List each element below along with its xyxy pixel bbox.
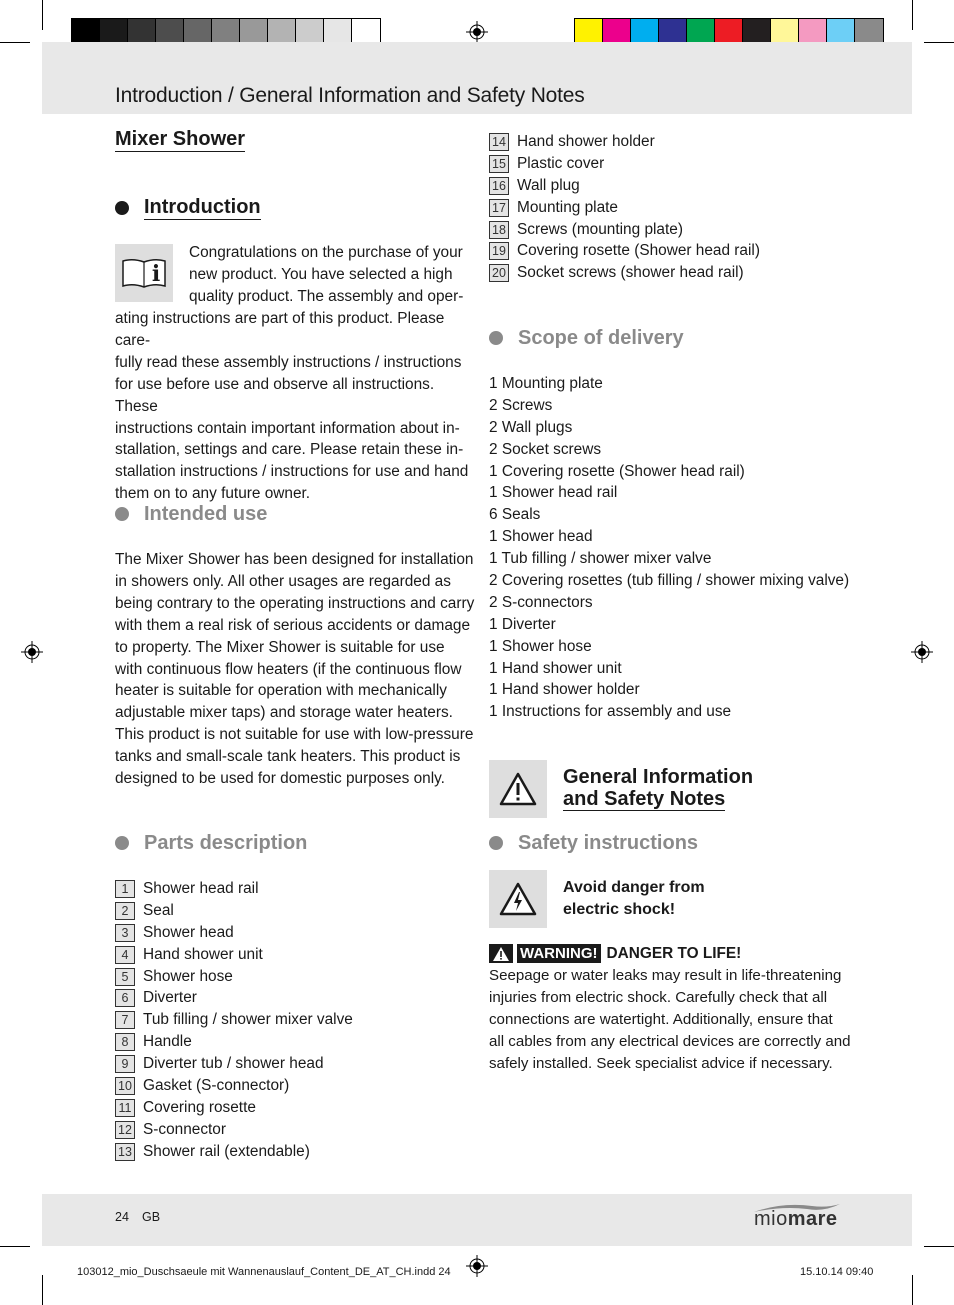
part-label: Seal	[143, 901, 174, 919]
text-line: new product. You have selected a high	[189, 265, 453, 283]
section-safety-instructions	[489, 831, 698, 855]
text-line: ating instructions are part of this product. Please care-	[115, 310, 445, 349]
part-label: Covering rosette	[143, 1098, 256, 1116]
text-line: to property. The Mixer Shower is suitable for use	[115, 638, 445, 656]
scope-item: 6 Seals	[489, 506, 541, 524]
scope-list	[489, 373, 849, 723]
text-line: injuries from electric shock. Carefully check that all	[489, 988, 828, 1006]
electric-hazard-icon	[489, 870, 547, 928]
part-label: S-connector	[143, 1120, 226, 1138]
registration-mark-icon	[911, 641, 933, 663]
danger-text	[563, 877, 705, 921]
scope-item: 1 Tub filling / shower mixer valve	[489, 550, 712, 568]
section-intended-use	[115, 502, 267, 526]
scope-item: 2 Wall plugs	[489, 418, 573, 436]
section-scope-of-delivery	[489, 326, 684, 350]
logo-bold: mare	[787, 1208, 838, 1230]
text-line: quality product. The assembly and oper-	[189, 287, 464, 305]
text-line: instructions contain important information about in-	[115, 419, 460, 437]
crop-mark	[924, 42, 954, 43]
section-title: Scope of delivery	[518, 327, 684, 349]
doc-title-wrap	[115, 128, 245, 152]
warning-triangle-icon	[489, 760, 547, 818]
text-line: designed to be used for domestic purposes only.	[115, 770, 445, 788]
text-line: The Mixer Shower has been designed for installation	[115, 551, 474, 568]
part-number: 7	[115, 1011, 135, 1029]
warning-line	[489, 943, 741, 964]
part-label: Shower rail (extendable)	[143, 1142, 310, 1160]
part-number: 5	[115, 968, 135, 986]
danger-line1: Avoid danger from	[563, 879, 705, 896]
part-item	[115, 900, 353, 922]
part-item	[489, 131, 760, 153]
parts-list	[115, 878, 353, 1163]
part-item	[489, 175, 760, 197]
language-code: GB	[142, 1210, 161, 1224]
scope-item: 1 Hand shower unit	[489, 659, 622, 677]
text-line: safely installed. Seek specialist advice if necessary.	[489, 1054, 833, 1072]
part-number: 19	[489, 242, 509, 260]
section-title: Introduction	[144, 196, 261, 218]
part-item	[489, 219, 760, 241]
part-item	[115, 878, 353, 900]
part-number: 20	[489, 264, 509, 282]
crop-mark	[42, 1275, 43, 1305]
crop-mark	[924, 1246, 954, 1247]
gi-title-line1: General Information	[563, 766, 754, 788]
text-line: for use before use and observe all instructions. These	[115, 375, 435, 415]
slug-file: 103012_mio_Duschsaeule mit Wannenauslauf_Content_DE_AT_CH.indd 24	[77, 1266, 451, 1278]
part-label: Diverter tub / shower head	[143, 1055, 324, 1073]
part-label: Hand shower holder	[517, 132, 655, 150]
text-line: stallation instructions / instructions for use and hand	[115, 463, 469, 481]
scope-item: 1 Mounting plate	[489, 375, 603, 392]
logo-light: mio	[754, 1208, 788, 1230]
part-number: 1	[115, 880, 135, 898]
crop-mark	[0, 1246, 30, 1247]
brand-logo	[754, 1208, 838, 1231]
part-number: 11	[115, 1099, 135, 1117]
intended-use-text	[115, 549, 475, 790]
part-item	[489, 262, 760, 284]
part-label: Covering rosette (Shower head rail)	[517, 242, 760, 260]
scope-item: 1 Shower head	[489, 528, 593, 546]
crop-mark	[912, 0, 913, 30]
gi-title-line2: and Safety Notes	[563, 788, 726, 810]
part-item	[115, 922, 353, 944]
section-title: Parts description	[144, 832, 308, 854]
scope-item: 1 Shower hose	[489, 637, 592, 655]
part-label: Hand shower unit	[143, 945, 263, 963]
part-label: Shower head	[143, 923, 234, 941]
part-number: 17	[489, 199, 509, 217]
text-line: adjustable mixer taps) and storage water heaters.	[115, 704, 453, 722]
crop-mark	[0, 42, 30, 43]
warning-badge: WARNING!	[517, 944, 601, 963]
part-number: 9	[115, 1055, 135, 1073]
general-information-title	[563, 766, 753, 811]
scope-item: 1 Instructions for assembly and use	[489, 703, 732, 721]
part-item	[489, 197, 760, 219]
part-item	[115, 1031, 353, 1053]
part-number: 2	[115, 902, 135, 920]
part-item	[115, 1009, 353, 1031]
section-introduction	[115, 195, 261, 220]
part-label: Gasket (S-connector)	[143, 1076, 290, 1094]
part-label: Shower head rail	[143, 879, 259, 897]
part-item	[489, 153, 760, 175]
part-item	[115, 1119, 353, 1141]
section-title: Safety instructions	[518, 832, 699, 854]
intro-text-beside-icon	[189, 242, 469, 308]
bullet-icon	[115, 836, 129, 850]
part-number: 3	[115, 924, 135, 942]
bullet-icon	[489, 331, 503, 345]
part-label: Shower hose	[143, 967, 233, 985]
part-number: 15	[489, 155, 509, 173]
warning-text	[489, 965, 854, 1075]
scope-item: 1 Covering rosette (Shower head rail)	[489, 462, 745, 480]
part-label: Handle	[143, 1033, 192, 1051]
scope-item: 1 Diverter	[489, 615, 556, 633]
page-number: 24	[115, 1210, 129, 1224]
text-line: fully read these assembly instructions / instructions	[115, 353, 462, 371]
part-item	[115, 1141, 353, 1163]
part-number: 6	[115, 989, 135, 1007]
bullet-icon	[115, 507, 129, 521]
part-number: 18	[489, 221, 509, 239]
part-number: 8	[115, 1033, 135, 1051]
svg-text:i: i	[151, 261, 161, 287]
part-number: 10	[115, 1077, 135, 1095]
part-item	[115, 1075, 353, 1097]
text-line: with them a real risk of serious accidents or damage	[115, 616, 470, 634]
bullet-icon	[489, 836, 503, 850]
text-line: being contrary to the operating instructions and carry	[115, 594, 475, 612]
scope-item: 1 Shower head rail	[489, 484, 618, 502]
part-label: Mounting plate	[517, 198, 618, 216]
scope-item: 1 Hand shower holder	[489, 681, 640, 699]
scope-item: 2 Covering rosettes (tub filling / shower mixing valve)	[489, 572, 850, 590]
scope-item: 2 S-connectors	[489, 593, 593, 611]
part-item	[115, 1097, 353, 1119]
text-line: stallation, settings and care. Please retain these in-	[115, 441, 464, 459]
part-number: 16	[489, 177, 509, 195]
warning-small-icon	[489, 944, 513, 963]
part-number: 12	[115, 1121, 135, 1139]
text-line: all cables from any electrical devices are correctly and	[489, 1032, 851, 1050]
intro-text	[115, 308, 475, 505]
scope-item: 2 Screws	[489, 396, 553, 414]
registration-mark-icon	[21, 641, 43, 663]
warning-title: DANGER TO LIFE!	[606, 944, 742, 962]
part-label: Socket screws (shower head rail)	[517, 264, 744, 282]
text-line: in showers only. All other usages are regarded as	[115, 572, 451, 590]
part-item	[115, 987, 353, 1009]
text-line: connections are watertight. Additionally, ensure that	[489, 1010, 833, 1028]
part-number: 4	[115, 946, 135, 964]
bullet-icon	[115, 201, 129, 215]
part-label: Plastic cover	[517, 154, 605, 172]
part-item	[115, 944, 353, 966]
section-title: Intended use	[144, 503, 268, 525]
part-label: Screws (mounting plate)	[517, 220, 683, 238]
registration-mark-icon	[466, 1255, 488, 1277]
part-number: 13	[115, 1143, 135, 1161]
crop-mark	[42, 0, 43, 30]
crop-mark	[912, 1275, 913, 1305]
part-item	[115, 966, 353, 988]
text-line: them on to any future owner.	[115, 485, 311, 503]
text-line: with continuous flow heaters (if the continuous flow	[115, 660, 462, 678]
text-line: tanks and small-scale tank heaters. This product is	[115, 748, 461, 766]
danger-line2: electric shock!	[563, 901, 676, 918]
part-label: Wall plug	[517, 176, 580, 194]
text-line: Seepage or water leaks may result in life-threatening	[489, 967, 842, 984]
registration-mark-icon	[466, 21, 488, 43]
part-item	[115, 1053, 353, 1075]
text-line: heater is suitable for operation with mechanically	[115, 682, 447, 700]
text-line: Congratulations on the purchase of your	[189, 244, 463, 261]
info-book-icon	[115, 244, 173, 302]
part-number: 14	[489, 133, 509, 151]
part-label: Tub filling / shower mixer valve	[143, 1011, 353, 1029]
part-label: Diverter	[143, 989, 197, 1007]
section-parts-description	[115, 831, 307, 855]
text-line: This product is not suitable for use with low-pressure	[115, 726, 474, 744]
doc-title: Mixer Shower	[115, 128, 246, 150]
scope-item: 2 Socket screws	[489, 440, 602, 458]
part-item	[489, 240, 760, 262]
parts-list	[489, 131, 760, 284]
page-header-title: Introduction / General Information and Safety Notes	[115, 84, 585, 107]
slug-date: 15.10.14 09:40	[800, 1266, 874, 1278]
